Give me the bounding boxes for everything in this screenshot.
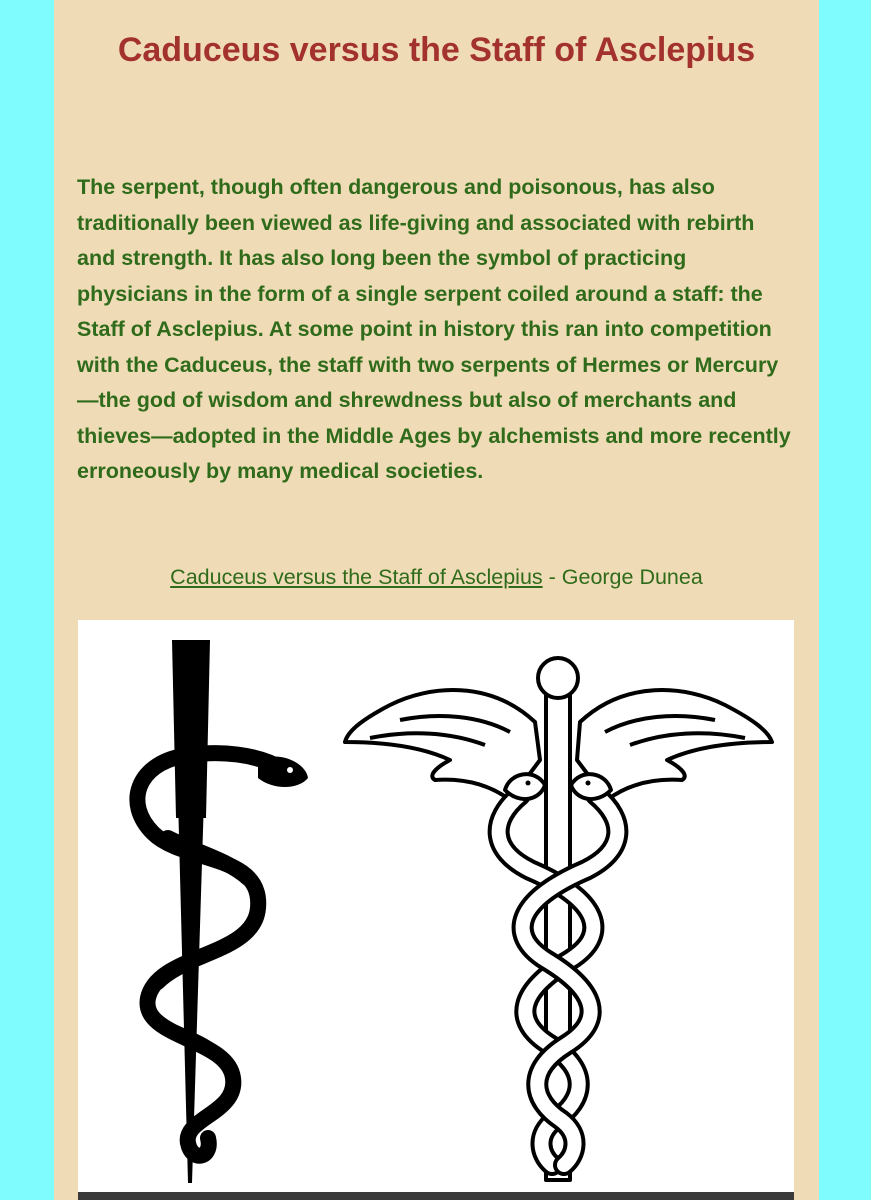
symbols-figure xyxy=(78,620,794,1200)
page-title: Caduceus versus the Staff of Asclepius xyxy=(117,31,756,69)
rod-of-asclepius-icon xyxy=(108,638,308,1183)
article-body: The serpent, though often dangerous and poisonous, has also traditionally been viewed as life-giving and associated with rebirth and strength. It has also long been the symbol of practicing physicians in the form of a single serpent coiled around a staff: the Staff of Asclepius. At some point in history this ran into competition with the Caduceus, the staff with two serpents of Hermes or Mercury—the god of wisdom and shrewdness but also of merchants and thieves—adopted in the Middle Ages by alchemists and more recently erroneously by many medical societies. xyxy=(77,175,791,483)
article-card xyxy=(54,0,819,1200)
source-link[interactable]: Caduceus versus the Staff of Asclepius xyxy=(170,565,543,589)
source-credit xyxy=(54,565,819,590)
source-author: - George Dunea xyxy=(542,565,703,589)
caduceus-icon xyxy=(340,650,780,1185)
figure-bottom-bar xyxy=(78,1192,794,1200)
